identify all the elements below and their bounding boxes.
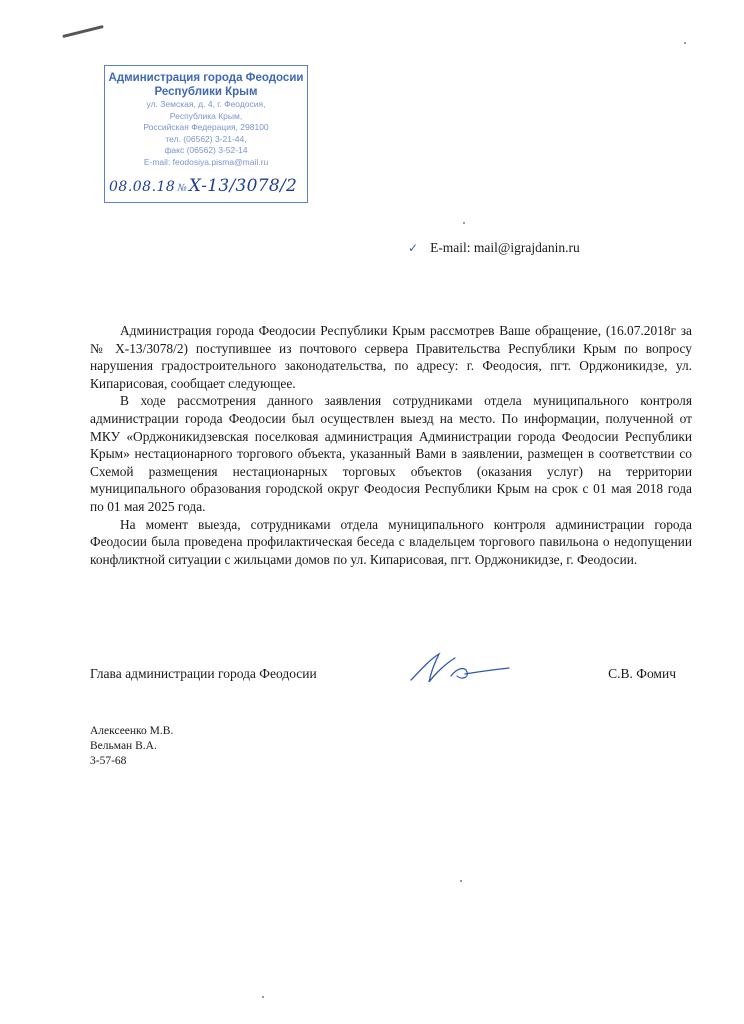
stamp-address-line: тел. (06562) 3-21-44, [165,133,247,144]
scan-speck [684,42,686,44]
stamp-address-line: E-mail: feodosiya.pisma@mail.ru [143,156,269,167]
scan-speck [460,880,462,882]
signatory-name: С.В. Фомич [608,666,676,681]
registration-number: Х-13/3078/2 [188,176,298,196]
email-text: E-mail: mail@igrajdanin.ru [430,240,580,255]
stamp-address-line: факс (06562) 3-52-14 [164,145,248,155]
stamp-address-line: Российская Федерация, 298100 [143,122,269,132]
check-icon: ✓ [408,241,419,255]
recipient-email [408,240,580,256]
signature-row [90,666,676,690]
stamp-org-line: Республики Крым [154,86,258,98]
body-paragraph: На момент выезда, сотрудниками отдела муниципального контроля администрации города Феодосии была проведена профилактическая беседа с владельцем торгового павильона о недопущении конфликтной ситуации с жильцами домов по ул. Кипарисовая, пгт. Орджоникидзе, г. Феодосии. [90,516,692,567]
body-paragraph: Администрация города Феодосии Республики Крым рассмотрев Ваше обращение, (16.07.2018г за № Х-13/3078/2) поступившее из почтового сервера Правительства Республики Крым по вопросу нарушения градостроительного законодательства, по адресу: г. Феодосия, пгт. Орджоникидзе, ул. Кипарисовая, сообщает следующее. [90,323,692,391]
registration-line [109,176,297,196]
executor-phone: 3-57-68 [90,755,127,767]
number-sign: № [177,183,187,194]
scan-speck [463,222,465,224]
stamp-address-line: ул. Земская, д. 4, г. Феодосия, [146,99,266,109]
stamp-address [105,99,307,168]
executors-block [90,724,173,769]
letter-body [90,322,692,568]
registration-stamp [104,65,308,203]
registration-date: 08.08.18 [109,179,176,195]
stamp-org-line: Администрация города Феодосии [108,72,304,84]
stamp-address-line: Республика Крым, [169,110,243,121]
executor-line: Вельман В.А. [90,740,157,752]
scan-artifact-mark [62,25,103,38]
body-paragraph: В ходе рассмотрения данного заявления сотрудниками отдела муниципального контроля администрации города Феодосии был осуществлен выезд на место. По информации, полученной от МКУ «Орджоникидзевская поселковая администрация Администрации города Феодосии Республики Крым» нестационарного торгового объекта, указанный Вами в заявлении, размещен в соответствии со Схемой размещения нестационарных торговых объектов (оказания услуг) на территории муниципального образования городской округ Феодосия Республики Крым на срок с 01 мая 2018 года по 01 мая 2025 года. [90,393,692,514]
executor-line: Алексеенко М.В. [90,725,174,737]
stamp-organization [105,71,307,99]
scan-speck [262,996,264,998]
signatory-position: Глава администрации города Феодосии [90,666,317,681]
